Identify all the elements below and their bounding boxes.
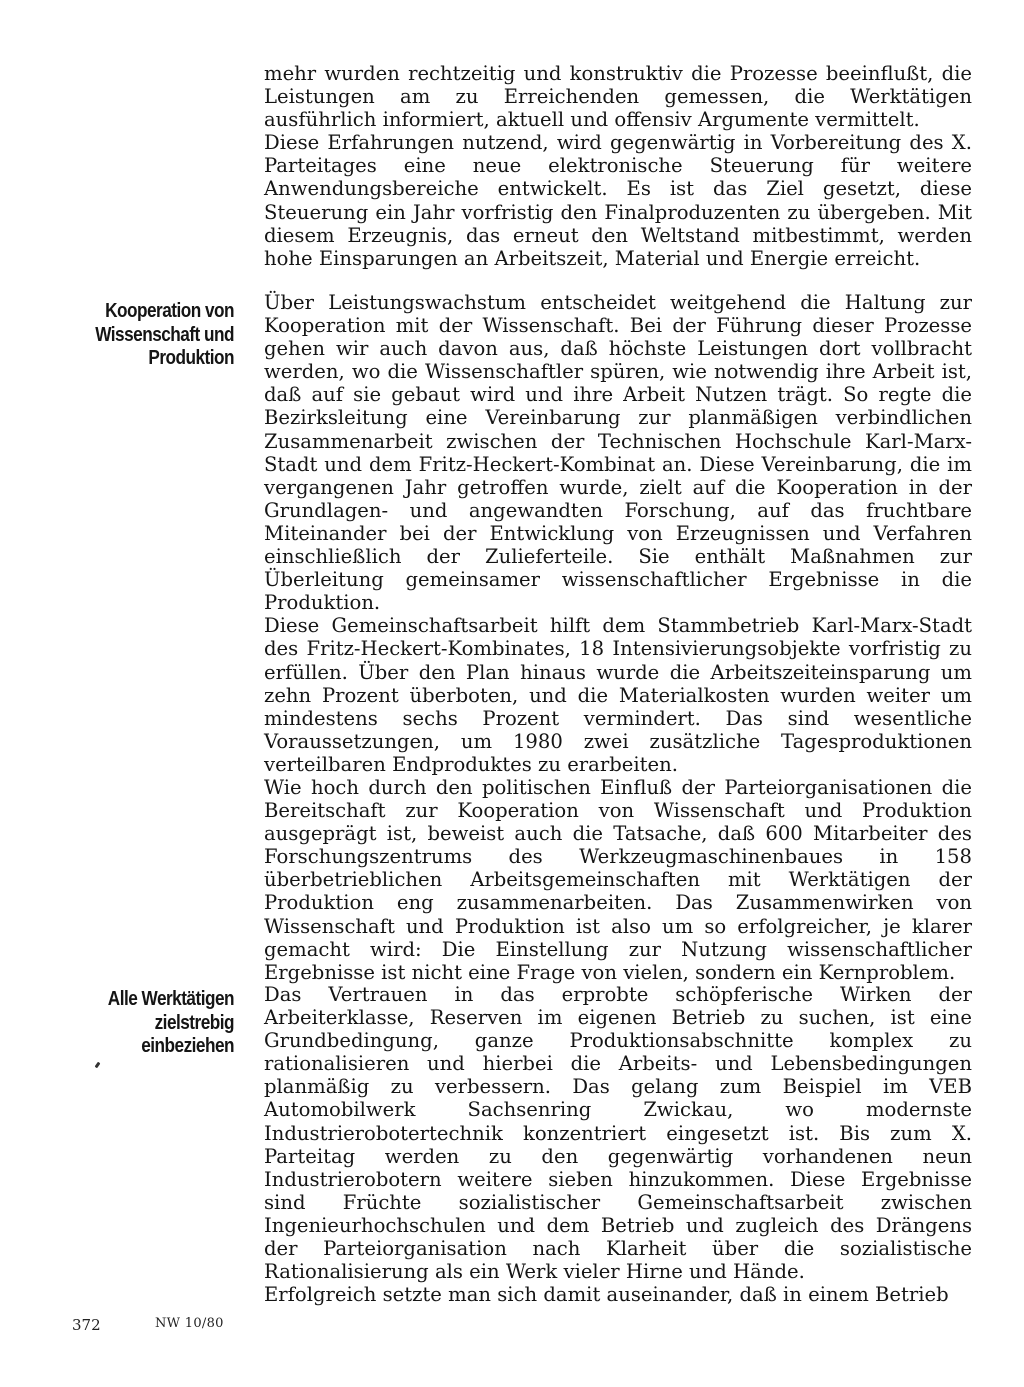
section-heading-werktaetige: Alle Werktätigen zielstrebig einbeziehen [107, 988, 234, 1057]
paragraph: Wie hoch durch den politischen Einfluß der Parteiorganisationen die Bereitschaft zur Kooperation von Wissenschaft und Produktion ausgeprägt ist, beweist auch die Tatsache, daß 600 Mitarbeiter des Forschungszentrums des Werkzeugmaschinenbaues in 158 überbetrieblichen Arbeitsgemeinschaften mit Werktätigen der Produktion eng zusammenarbeiten. Das Zusammenwirken von Wissenschaft und Produktion ist also um so erfolgreicher, je klarer gemacht wird: Die Einstellung zur Nutzung wissenschaftlicher Ergebnisse ist nicht eine Frage von vielen, sondern ein Kernproblem. [264, 775, 972, 984]
paragraph: Erfolgreich setzte man sich damit auseinander, daß in einem Betrieb [264, 1283, 949, 1307]
paragraph: Das Vertrauen in das erprobte schöpferische Wirken der Arbeiterklasse, Reserven im eigenen Betrieb zu suchen, ist eine Grundbedingung, ganze Produktionsabschnitte komplex zu rationalisieren und hierbei die Arbeits- und Lebensbedingungen planmäßig zu verbessern. Das gelang zum Beispiel im VEB Automobilwerk Sachsenring Zwickau, wo modernste Industrierobotertechnik konzentriert eingesetzt ist. Bis zum X. Parteitag werden zu den gegenwärtig vorhandenen neun Industrierobotern weitere sieben hinzukommen. Diese Ergebnisse sind Früchte sozialistischer Gemeinschaftsarbeit zwischen Ingenieurhochschulen und dem Betrieb und zugleich des Drängens der Parteiorganisation nach Klarheit über die sozialistische Rationalisierung als ein Werk vieler Hirne und Hände. [264, 983, 972, 1284]
page-number: 372 [72, 1316, 101, 1334]
stray-ink-mark [95, 1062, 101, 1069]
paragraph: Diese Erfahrungen nutzend, wird gegenwärtig in Vorbereitung des X. Parteitages eine neue elektronische Steuerung für weitere Anwendungsbereiche entwickelt. Es ist das Ziel gesetzt, diese Steuerung ein Jahr vorfristig den Finalproduzenten zu übergeben. Mit diesem Erzeugnis, das erneut den Weltstand mitbestimmt, werden hohe Einsparungen an Arbeitszeit, Material und Energie erreicht. [264, 131, 972, 270]
issue-reference: NW 10/80 [155, 1316, 224, 1331]
section-werktaetige-text [264, 983, 972, 1306]
opening-text-block [264, 62, 972, 270]
section-heading-kooperation: Kooperation von Wissenschaft und Produktion [95, 300, 234, 369]
paragraph: Über Leistungswachstum entscheidet weitgehend die Haltung zur Kooperation mit der Wissenschaft. Bei der Führung dieser Prozesse gehen wir auch davon aus, daß höchste Leistungen dort vollbracht werden, wo die Wissenschaftler spüren, wie notwendig ihre Arbeit ist, daß auf sie gebaut wird und ihre Arbeit Nutzen trägt. So regte die Bezirksleitung eine Vereinbarung zur planmäßigen verbindlichen Zusammenarbeit zwischen der Technischen Hochschule Karl-Marx-Stadt und dem Fritz-Heckert-Kombinat an. Diese Vereinbarung, die im vergangenen Jahr getroffen wurde, zielt auf die Kooperation in der Grundlagen- und angewandten Forschung, auf das fruchtbare Miteinander bei der Entwicklung von Erzeugnissen und Verfahren einschließlich der Zulieferteile. Sie enthält Maßnahmen zur Überleitung gemeinsamer wissenschaftlicher Ergebnisse in die Produktion. [264, 291, 972, 615]
paragraph: mehr wurden rechtzeitig und konstruktiv die Prozesse beeinflußt, die Leistungen am zu Erreichenden gemessen, die Werktätigen ausführlich informiert, aktuell und offensiv Argumente vermittelt. [264, 62, 972, 132]
paragraph: Diese Gemeinschaftsarbeit hilft dem Stammbetrieb Karl-Marx-Stadt des Fritz-Heckert-Kombinates, 18 Intensivierungsobjekte vorfristig zu erfüllen. Über den Plan hinaus wurde die Arbeitszeiteinsparung um zehn Prozent überboten, und die Materialkosten wurden weiter um mindestens sechs Prozent vermindert. Das sind wesentliche Voraussetzungen, um 1980 zwei zusätzliche Tagesproduktionen verteilbaren Endproduktes zu erarbeiten. [264, 614, 972, 776]
section-kooperation-text [264, 291, 972, 984]
